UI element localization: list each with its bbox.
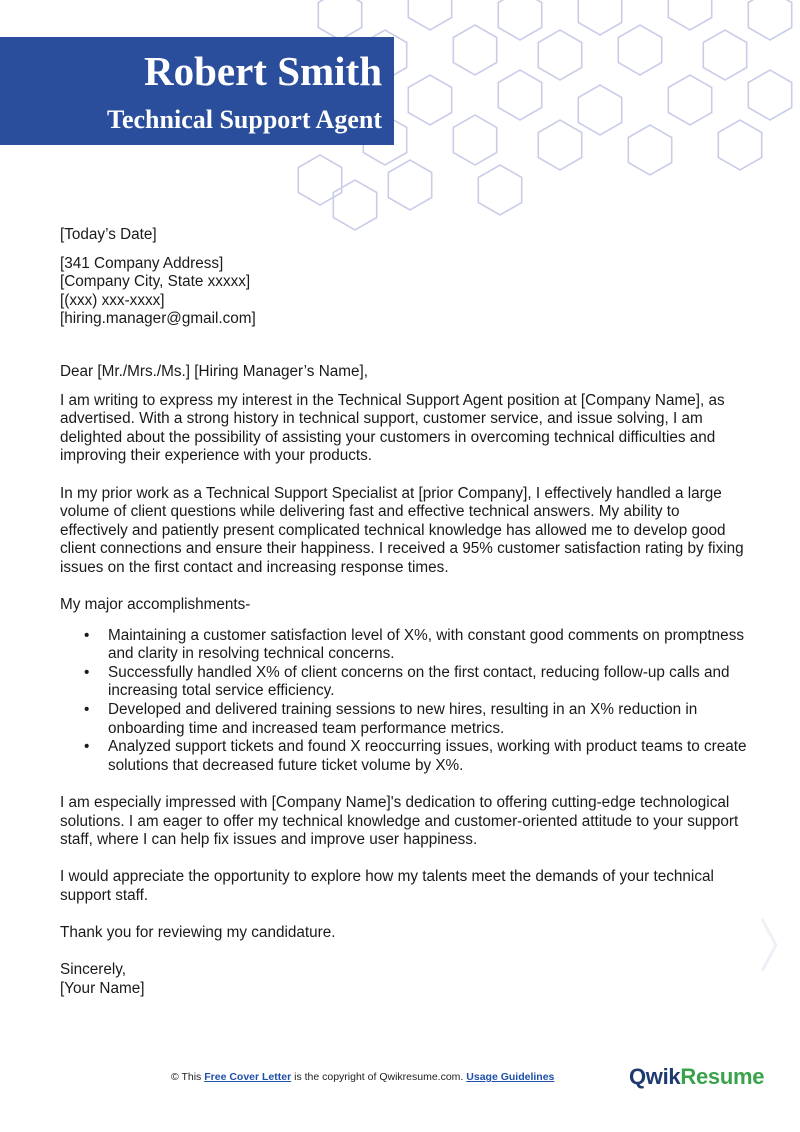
hexagon-shape xyxy=(478,165,521,215)
salutation: Dear [Mr./Mrs./Ms.] [Hiring Manager’s Name], xyxy=(60,362,368,380)
hexagon-shape xyxy=(628,125,671,175)
bullet-icon: • xyxy=(84,738,90,756)
hexagon-shape xyxy=(408,0,451,30)
logo-part-resume: Resume xyxy=(680,1064,765,1089)
list-item xyxy=(60,738,750,775)
bullet-icon: • xyxy=(84,701,90,719)
list-item xyxy=(60,664,750,701)
bullet-icon: • xyxy=(84,663,90,681)
hexagon-shape xyxy=(703,30,746,80)
copyright-prefix: © This xyxy=(171,1071,202,1083)
address-line: [(xxx) xxx-xxxx] xyxy=(60,291,165,309)
hexagon-shape xyxy=(538,30,581,80)
paragraph-experience: In my prior work as a Technical Support Specialist at [prior Company], I effectively handled a large volume of client questions while delivering fast and effective technical answers. My ability to effectively and patiently present complicated technical knowledge has allowed me to develop good client connections and ensure their happiness. I received a 95% customer satisfaction rating by fixing issues on the first contact and increasing response times. xyxy=(60,484,744,576)
paragraph-motivation: I am especially impressed with [Company Name]'s dedication to offering cutting-edge technological solutions. I am eager to offer my technical knowledge and customer-oriented attitude to your support staff, where I can help fix issues and improve user happiness. xyxy=(60,794,739,849)
letter-date: [Today’s Date] xyxy=(60,226,157,243)
list-item xyxy=(60,701,750,738)
hexagon-shape xyxy=(388,160,431,210)
hexagon-shape xyxy=(453,115,496,165)
address-line: [341 Company Address] xyxy=(60,254,224,272)
closing: Sincerely, xyxy=(60,961,127,979)
hexagon-shape xyxy=(668,0,711,30)
copyright-middle: is the copyright of Qwikresume.com. xyxy=(294,1071,464,1083)
hexagon-shape xyxy=(318,0,361,40)
hexagon-shape xyxy=(538,120,581,170)
list-item xyxy=(60,627,750,664)
hexagon-shape xyxy=(748,70,791,120)
applicant-name: Robert Smith xyxy=(143,48,382,94)
hexagon-shape xyxy=(578,0,621,35)
paragraph-request: I would appreciate the opportunity to explore how my talents meet the demands of your technical support staff. xyxy=(60,868,714,904)
recipient-address xyxy=(60,255,750,329)
accomplishment-text: Analyzed support tickets and found X reoccurring issues, working with product teams to create solutions that decreased future ticket volume by X%. xyxy=(108,738,747,774)
chevron-right-icon xyxy=(760,915,780,975)
accomplishments-list xyxy=(60,627,750,776)
accomplishment-text: Maintaining a customer satisfaction level of X%, with constant good comments on promptness and clarity in resolving technical concerns. xyxy=(108,626,744,663)
hexagon-shape xyxy=(408,75,451,125)
hexagon-shape xyxy=(298,155,341,205)
bullet-icon: • xyxy=(84,626,90,644)
letter-body xyxy=(60,226,750,999)
paragraph-intro: I am writing to express my interest in the Technical Support Agent position at [Company Name], as advertised. With a strong history in technical support, customer service, and issue solving, I am delighted about the possibility of assisting your customers in overcoming technical difficulties and improving their experience with your products. xyxy=(60,391,725,465)
usage-guidelines-link[interactable]: Usage Guidelines xyxy=(466,1071,555,1083)
signature: [Your Name] xyxy=(60,979,145,997)
hexagon-shape xyxy=(618,25,661,75)
accomplishment-text: Developed and delivered training sessions to new hires, resulting in an X% reduction in onboarding time and increased team performance metrics. xyxy=(108,701,698,737)
hexagon-shape xyxy=(748,0,791,40)
hexagon-shape xyxy=(453,25,496,75)
paragraph-thanks: Thank you for reviewing my candidature. xyxy=(60,924,336,942)
header-banner xyxy=(0,37,394,145)
hexagon-shape xyxy=(578,85,621,135)
hexagon-shape xyxy=(718,120,761,170)
address-line: [Company City, State xxxxx] xyxy=(60,273,251,291)
hexagon-shape xyxy=(333,180,376,230)
hexagon-shape xyxy=(498,70,541,120)
free-cover-letter-link[interactable]: Free Cover Letter xyxy=(204,1071,292,1083)
hexagon-shape xyxy=(668,75,711,125)
hexagon-shape xyxy=(498,0,541,40)
address-email: [hiring.manager@gmail.com] xyxy=(60,310,256,328)
qwikresume-logo[interactable] xyxy=(629,1064,764,1090)
job-title: Technical Support Agent xyxy=(107,105,382,134)
accomplishments-heading: My major accomplishments- xyxy=(60,596,251,614)
copyright-notice xyxy=(171,1071,554,1083)
logo-part-qwik: Qwik xyxy=(629,1064,681,1089)
accomplishment-text: Successfully handled X% of client concerns on the first contact, reducing follow-up calls and increasing total service efficiency. xyxy=(108,663,730,700)
